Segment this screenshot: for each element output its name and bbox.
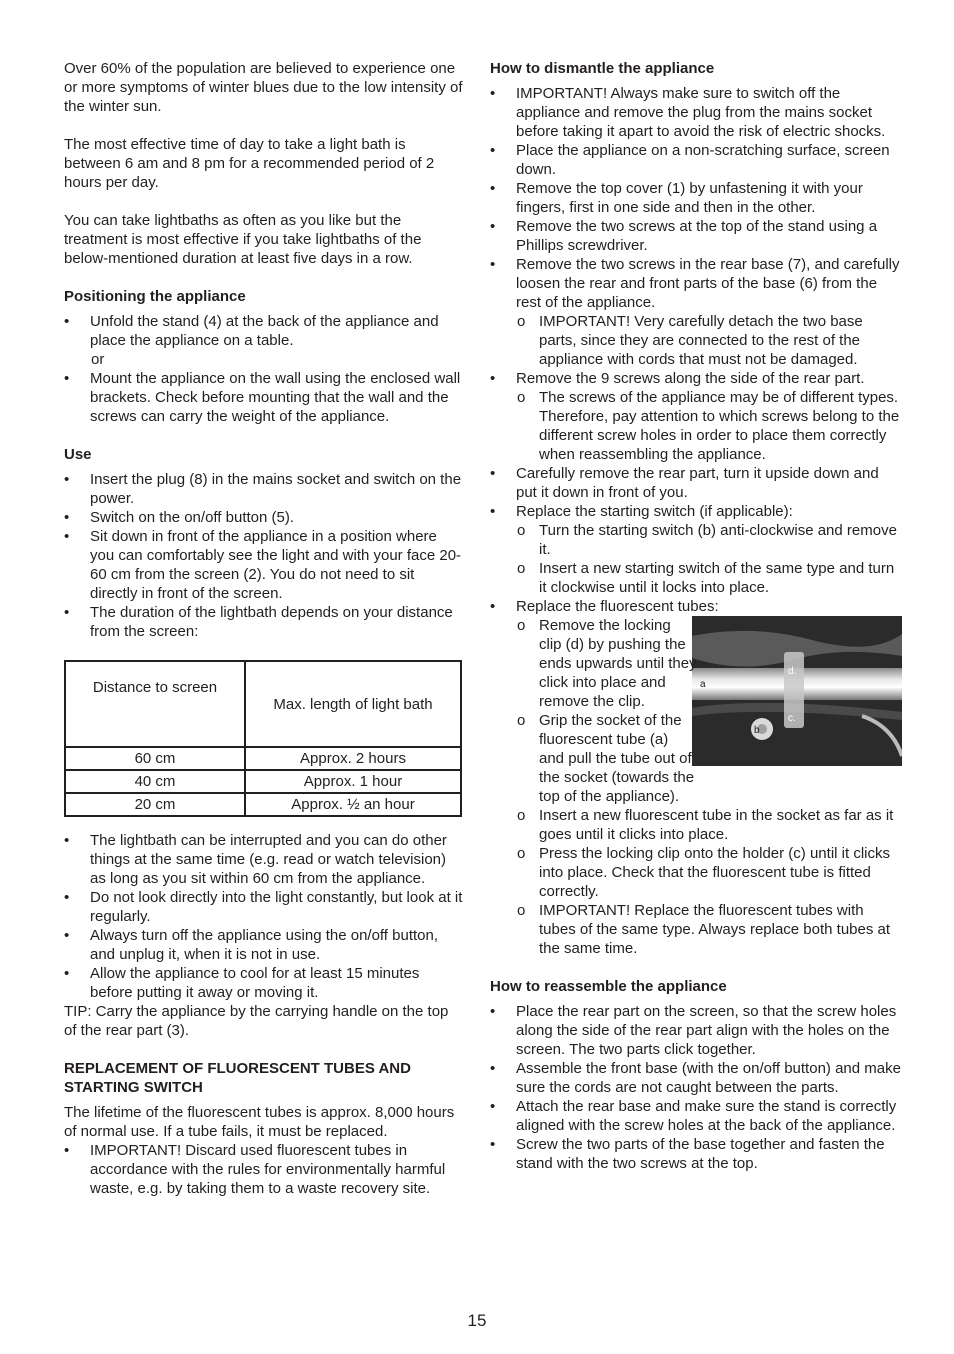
sub-list-item: o Remove the locking clip (d) by pushing the ends upwards until they click into place and remove the clip.: [490, 616, 902, 711]
label-b: b: [754, 725, 760, 736]
replacement-list: [64, 1141, 464, 1198]
tip-text: TIP: Carry the appliance by the carrying handle on the top of the rear part (3).: [64, 1003, 449, 1039]
dismantle-list: [490, 84, 902, 616]
page-number: 15: [467, 1311, 487, 1330]
list-item: • Replace the fluorescent tubes:: [490, 597, 902, 616]
table-row: [65, 747, 461, 770]
sub-list-item: o IMPORTANT! Replace the fluorescent tubes with tubes of the same type. Always replace both tubes at the same time.: [490, 901, 902, 958]
list-item: • The duration of the lightbath depends on your distance from the screen:: [64, 603, 464, 641]
list-item: • Assemble the front base (with the on/off button) and make sure the cords are not caught between the parts.: [490, 1059, 902, 1097]
intro-paragraph: You can take lightbaths as often as you like but the treatment is most effective if you take lightbaths of the below-mentioned duration at least five days in a row.: [64, 212, 422, 267]
list-item: • Place the appliance on a non-scratching surface, screen down.: [490, 141, 902, 179]
table-cell: 60 cm: [65, 747, 245, 770]
replacement-text: The lifetime of the fluorescent tubes is approx. 8,000 hours of normal use. If a tube fails, it must be replaced.: [64, 1104, 455, 1140]
list-item: • IMPORTANT! Discard used fluorescent tubes in accordance with the rules for environmentally harmful waste, e.g. by taking them to a waste recovery site.: [64, 1141, 464, 1198]
table-row: [65, 793, 461, 816]
reassemble-list: [490, 1002, 902, 1173]
list-item: • Attach the rear base and make sure the stand is correctly aligned with the screw holes at the back of the appliance.: [490, 1097, 902, 1135]
list-item: • Carefully remove the rear part, turn it upside down and put it down in front of you.: [490, 464, 902, 502]
list-item: • Always turn off the appliance using the on/off button, and unplug it, when it is not in use.: [64, 926, 464, 964]
positioning-heading: Positioning the appliance: [64, 288, 246, 305]
use-list-continued: [64, 831, 464, 1002]
label-a: a: [700, 679, 706, 690]
list-item: • Mount the appliance on the wall using the enclosed wall brackets. Check before mounting that the wall and the screws can carry the weight of the appliance.: [64, 369, 464, 426]
label-d: d.: [788, 666, 797, 677]
list-item: • Switch on the on/off button (5).: [64, 508, 464, 527]
dismantle-heading: How to dismantle the appliance: [490, 60, 715, 77]
table-header: Distance to screen: [65, 661, 245, 747]
list-item: • Place the rear part on the screen, so that the screw holes along the side of the rear part align with the holes on the screen. The two parts click together.: [490, 1002, 902, 1059]
distance-table: [64, 660, 462, 817]
list-item: • Sit down in front of the appliance in a position where you can comfortably see the light and with your face 20-60 cm from the screen (2). You do not need to sit directly in front of the screen.: [64, 527, 464, 603]
list-item: • Remove the 9 screws along the side of the rear part.: [490, 369, 902, 388]
sub-list-item: o Insert a new fluorescent tube in the socket as far as it goes until it clicks into place.: [490, 806, 902, 844]
sub-list-item: o IMPORTANT! Very carefully detach the two base parts, since they are connected to the rest of the appliance with cords that must not be damaged.: [490, 312, 902, 369]
table-header: Max. length of light bath: [245, 661, 461, 747]
use-heading: Use: [64, 446, 92, 463]
sub-list-item: o Press the locking clip onto the holder (c) until it clicks into place. Check that the fluorescent tube is fitted correctly.: [490, 844, 902, 901]
table-cell: Approx. 2 hours: [245, 747, 461, 770]
list-item: • The lightbath can be interrupted and you can do other things at the same time (e.g. read or watch television) as long as you sit within 60 cm from the appliance.: [64, 831, 464, 888]
tube-photo-section: [490, 616, 902, 958]
list-item: • Remove the two screws at the top of the stand using a Phillips screwdriver.: [490, 217, 902, 255]
tube-steps-list: [490, 616, 902, 958]
list-item: • Allow the appliance to cool for at least 15 minutes before putting it away or moving it.: [64, 964, 464, 1002]
sub-list-item: o Turn the starting switch (b) anti-clockwise and remove it.: [490, 521, 902, 559]
or-text: or: [91, 351, 105, 368]
table-cell: Approx. ½ an hour: [245, 793, 461, 816]
sub-list-item: o Insert a new starting switch of the same type and turn it clockwise until it locks into place.: [490, 559, 902, 597]
table-cell: Approx. 1 hour: [245, 770, 461, 793]
sub-list-item: o Grip the socket of the fluorescent tube (a) and pull the tube out of the socket (towards the top of the appliance).: [490, 711, 902, 806]
replacement-heading: REPLACEMENT OF FLUORESCENT TUBES AND STARTING SWITCH: [64, 1060, 411, 1096]
list-item: • Insert the plug (8) in the mains socket and switch on the power.: [64, 470, 464, 508]
table-cell: 40 cm: [65, 770, 245, 793]
list-item: • Do not look directly into the light constantly, but look at it regularly.: [64, 888, 464, 926]
list-item: • Screw the two parts of the base together and fasten the stand with the two screws at the top.: [490, 1135, 902, 1173]
list-item: • Unfold the stand (4) at the back of the appliance and place the appliance on a table.: [64, 312, 464, 350]
intro-paragraph: The most effective time of day to take a light bath is between 6 am and 8 pm for a recommended period of 2 hours per day.: [64, 136, 435, 191]
positioning-list: [64, 312, 464, 426]
table-cell: 20 cm: [65, 793, 245, 816]
label-c: c.: [788, 713, 796, 724]
left-column: [64, 59, 464, 1198]
intro-paragraph: Over 60% of the population are believed to experience one or more symptoms of winter blues due to the low intensity of the winter sun.: [64, 60, 463, 115]
use-list: [64, 470, 464, 641]
list-item: • Remove the top cover (1) by unfastening it with your fingers, first in one side and then in the other.: [490, 179, 902, 217]
list-item: • Replace the starting switch (if applicable):: [490, 502, 902, 521]
right-column: [490, 59, 902, 1173]
list-item: • Remove the two screws in the rear base (7), and carefully loosen the rear and front parts of the base (6) from the rest of the appliance.: [490, 255, 902, 312]
reassemble-heading: How to reassemble the appliance: [490, 978, 727, 995]
list-item: • IMPORTANT! Always make sure to switch off the appliance and remove the plug from the mains socket before taking it apart to avoid the risk of electric shocks.: [490, 84, 902, 141]
table-row: [65, 770, 461, 793]
sub-list-item: o The screws of the appliance may be of different types. Therefore, pay attention to which screws belong to the different screw holes in order to place them correctly when reassembling the appliance.: [490, 388, 902, 464]
